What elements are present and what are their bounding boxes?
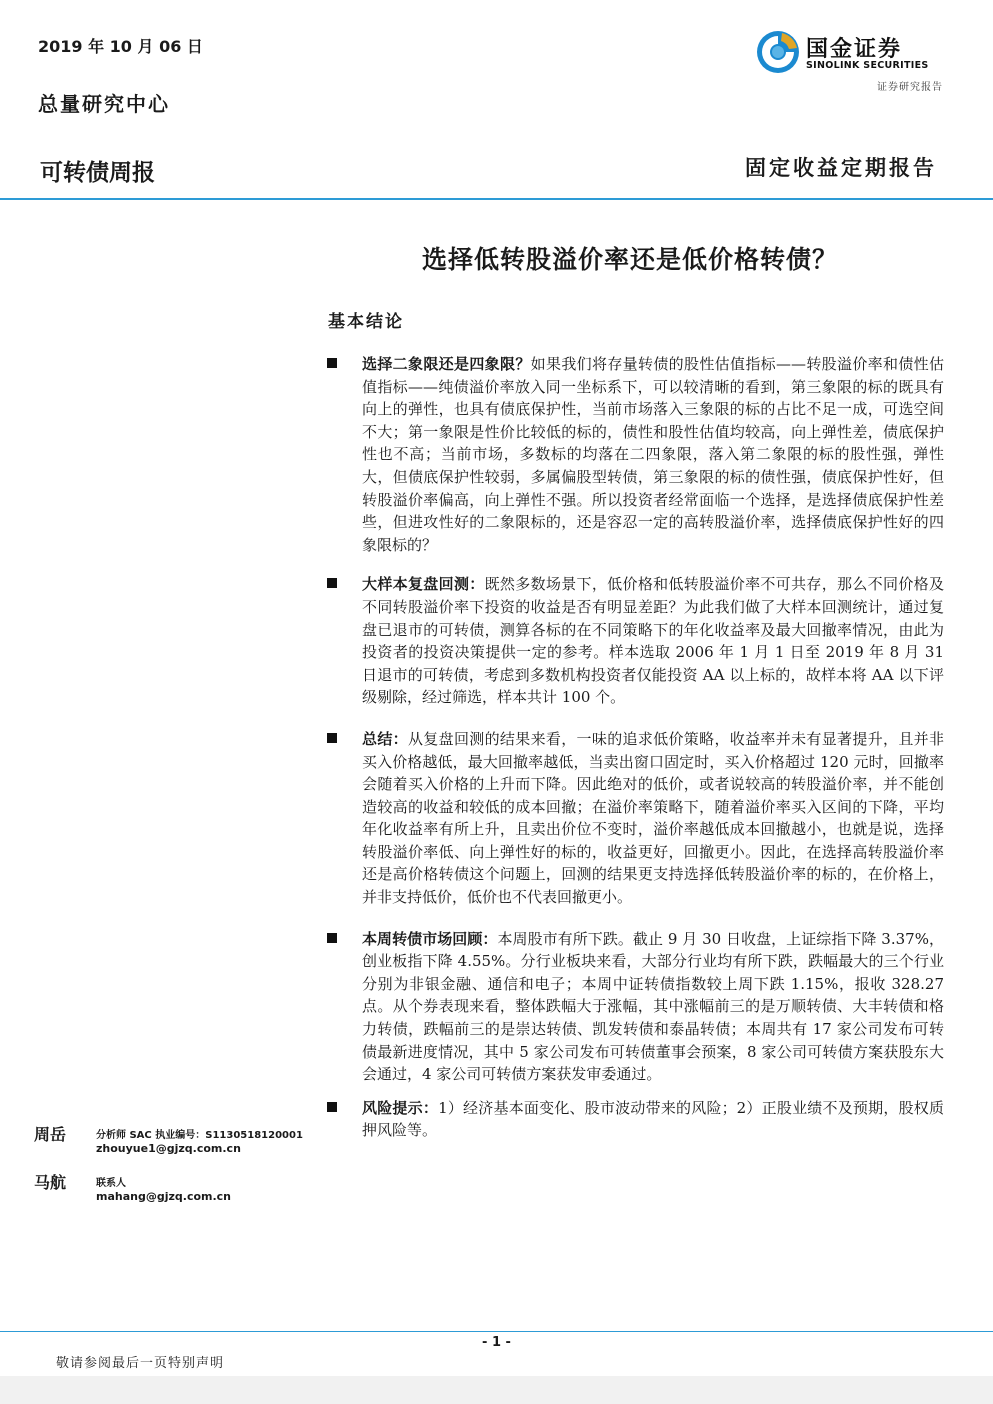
analyst-email[interactable]: zhouyue1@gjzq.com.cn [96, 1142, 241, 1155]
footer-band [0, 1376, 993, 1404]
department-name: 总量研究中心 [38, 92, 170, 116]
contact-email[interactable]: mahang@gjzq.com.cn [96, 1190, 232, 1203]
bullet-text: 1）经济基本面变化、股市波动带来的风险；2）正股业绩不及预期，股权质押风险等。 [362, 1098, 944, 1140]
bullet-lead: 选择二象限还是四象限？ [362, 355, 531, 373]
bullet-square-icon [327, 358, 337, 368]
bullet-lead: 本周转债市场回顾： [362, 929, 498, 948]
list-item [326, 728, 944, 909]
list-item [326, 928, 944, 1086]
analyst-role: 分析师 SAC 执业编号：S1130518120001 [96, 1130, 303, 1141]
bullet-square-icon [327, 933, 337, 943]
analyst-name: 周岳 [34, 1125, 67, 1144]
report-date: 2019 年 10 月 06 日 [38, 37, 203, 56]
contact-name: 马航 [34, 1173, 67, 1192]
bullet-square-icon [327, 1102, 337, 1112]
logo-mark-icon [756, 30, 800, 74]
bullet-lead: 大样本复盘回测： [362, 575, 485, 594]
footer-disclaimer: 敬请参阅最后一页特别声明 [56, 1356, 225, 1371]
bullet-lead: 风险提示： [362, 1098, 439, 1117]
report-title: 选择低转股溢价率还是低价格转债？ [421, 245, 838, 274]
key-findings-list [326, 353, 944, 1142]
footer-divider [0, 1331, 993, 1332]
bullet-text: 本周股市有所下跌。截止 9 月 30 日收盘，上证综指下降 3.37%，创业板指下降 4.55%。分行业板块来看，大部分行业均有所下跌，跌幅最大的三个行业分别为非银金融、通信和电子；本周中证转债指数较上周下跌 1.15%，报收 328.27 点。从个券表现来看，整体跌幅大于涨幅，其中涨幅前三的是万顺转债、大丰转债和格力转债，跌幅前三的是崇达转债、凯发转债和泰晶转债；本周共有 17 家公司发布可转债最新进度情况，其中 5 家公司发布可转债董事会预案，8 家公司可转债方案获股东大会通过，4 家公司可转债方案获发审委通过。 [362, 929, 945, 1084]
logo-name-cn: 国金证券 [806, 37, 903, 62]
list-item [326, 353, 944, 556]
list-item [326, 573, 944, 709]
report-series: 固定收益定期报告 [745, 155, 937, 180]
section-heading: 基本结论 [328, 312, 404, 332]
bullet-text: 如果我们将存量转债的股性估值指标——转股溢价率和债性估值指标——纯债溢价率放入同一坐标系下，可以较清晰的看到，第三象限的标的既具有向上的弹性，也具有债底保护性，当前市场落入三象限的标的占比不足一成，可选空间不大；第一象限是性价比较低的标的，债性和股性估值均较高，向上弹性差，债底保护性也不高；当前市场，多数标的均落在二四象限，落入第二象限的标的股性强，弹性大，但债底保护性较弱，多属偏股型转债，第三象限的标的债性强，债底保护性好，但转股溢价率偏高，向上弹性不强。所以投资者经常面临一个选择，是选择债底保护性差些，但进攻性好的二象限标的，还是容忍一定的高转股溢价率，选择债底保护性好的四象限标的？ [362, 355, 944, 554]
logo-name-en: SINOLINK SECURITIES [806, 60, 929, 71]
header-divider [0, 198, 993, 200]
bullet-text: 从复盘回测的结果来看，一味的追求低价策略，收益率并未有显著提升，且并非买入价格越低，最大回撤率越低，当卖出窗口固定时，买入价格超过 120 元时，回撤率会随着买入价格的上升而下降。因此绝对的低价，或者说较高的转股溢价率，并不能创造较高的收益和较低的成本回撤；在溢价率策略下，随着溢价率买入区间的下降，平均年化收益率有所上升，且卖出价位不变时，溢价率越低成本回撤越小，也就是说，选择转股溢价率低、向上弹性好的标的，收益更好，回撤更小。因此，在选择高转股溢价率还是高价格转债这个问题上，回测的结果更支持选择低转股溢价率的标的，在价格上，并非支持低价，低价也不代表回撤更小。 [362, 729, 944, 907]
report-type: 可转债周报 [40, 160, 155, 186]
logo-subtitle: 证券研究报告 [877, 82, 943, 93]
bullet-square-icon [327, 733, 337, 743]
bullet-text: 既然多数场景下，低价格和低转股溢价率不可共存，那么不同价格及不同转股溢价率下投资的收益是否有明显差距？为此我们做了大样本回测统计，通过复盘已退市的可转债，测算各标的在不同策略下的年化收益率及最大回撤率情况，由此为投资者的投资决策提供一定的参考。样本选取 2006 年 1 月 1 日至 2019 年 8 月 31 日退市的可转债，考虑到多数机构投资者仅能投资 AA 以上标的，故样本将 AA 以下评级剔除，经过筛选，样本共计 100 个。 [362, 575, 944, 707]
bullet-lead: 总结： [362, 729, 408, 748]
contact-role: 联系人 [96, 1178, 126, 1189]
list-item [326, 1097, 944, 1142]
page-number: - 1 - [482, 1335, 511, 1350]
bullet-square-icon [327, 578, 337, 588]
